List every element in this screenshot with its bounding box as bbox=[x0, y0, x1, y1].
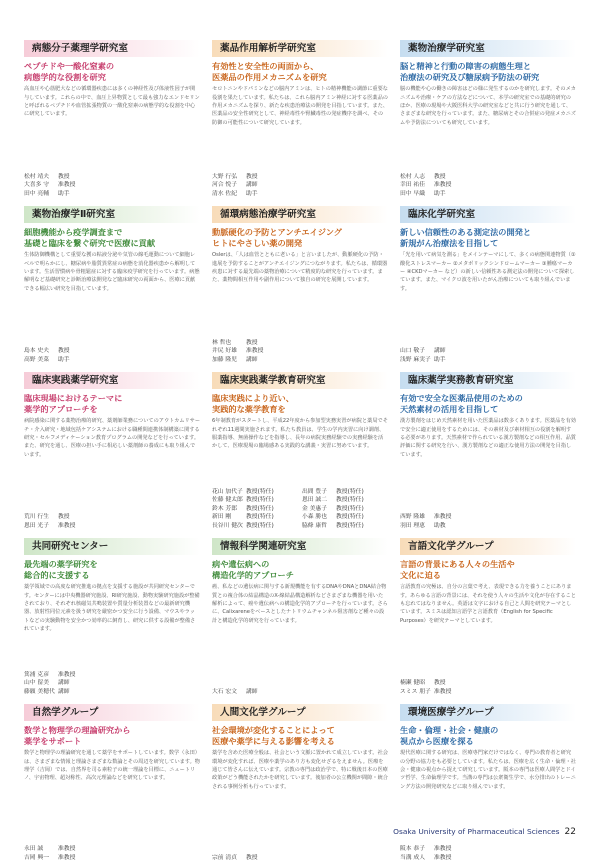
staff-role: 准教授 bbox=[434, 854, 452, 861]
lab-description: 癌、私などの遺伝病に関与する新規機能を有するDNAやDNAとDNA結合物質との複合体の結晶構造のX-線結晶構造解析などさまざまな機器を用いた解析によって、癌や遺伝病への構造化学的アプローチを行っています。さらに、Calixareneをベースとしたナトリウムチャンネル阻害剤など種々の設計と構造化学的研究を行っています。 bbox=[212, 584, 388, 624]
lab-title: 薬物治療学研究室 bbox=[400, 40, 576, 57]
lab-subtitle-line: 天然素材の活用を目指して bbox=[400, 403, 499, 414]
staff-role: 講師 bbox=[58, 680, 70, 687]
staff-role: 助教 bbox=[434, 522, 446, 529]
staff-list bbox=[212, 173, 258, 198]
staff-member bbox=[212, 339, 263, 347]
staff-role: 教授(特任) bbox=[246, 514, 274, 521]
lab-subtitle-line: 医療や薬学に与える影響を考える bbox=[212, 735, 335, 746]
lab-subtitle-line: 最先端の薬学研究を bbox=[24, 559, 98, 569]
staff-list bbox=[400, 679, 451, 696]
staff-member bbox=[302, 496, 388, 504]
lab-card bbox=[400, 206, 576, 366]
staff-role: 准教授 bbox=[434, 846, 452, 853]
lab-subtitle bbox=[24, 61, 200, 82]
staff-role: 教授 bbox=[58, 348, 70, 355]
lab-subtitle-line: 治療法の研究及び糖尿病予防法の研究 bbox=[400, 71, 540, 82]
lab-subtitle bbox=[24, 725, 200, 746]
staff-member bbox=[400, 854, 451, 862]
staff-name: 佐藤 健太郎 bbox=[212, 497, 243, 504]
staff-name: 浅野 麻実子 bbox=[400, 356, 431, 363]
staff-list bbox=[212, 339, 263, 364]
staff-role: 准教授 bbox=[246, 348, 264, 355]
staff-name: 花山 加代子 bbox=[212, 488, 243, 495]
lab-subtitle-line: 臨床現場におけるテーマに bbox=[24, 393, 123, 403]
page-footer bbox=[393, 827, 576, 837]
lab-title: 臨床実践薬学研究室 bbox=[24, 372, 200, 389]
staff-name: 清水 佐紀 bbox=[212, 190, 238, 197]
lab-description: セロトニンやドパミンなどの脳内アミンは、ヒトの精神機能の調節に重要な役割を果たしています。私たちは、これら脳内アミン神経に対する医薬品の作用メカニズムを探り、新たな疾患治療法の開発を目指しています。また、医薬品の安全性研究として、神経毒性や腎臓毒性の発症機序を調べ、その防御の可能性について研究しています。 bbox=[212, 86, 388, 126]
staff-role: 准教授 bbox=[58, 854, 76, 861]
staff-member bbox=[212, 173, 258, 181]
lab-title: 環境医療学グループ bbox=[400, 704, 576, 721]
staff-name: 永田 誠 bbox=[24, 846, 44, 853]
lab-title: 循環病態治療学研究室 bbox=[212, 206, 388, 223]
lab-subtitle-line: 病や遺伝病への bbox=[212, 559, 270, 569]
staff-name: 田中 早織 bbox=[400, 190, 426, 197]
lab-card bbox=[212, 372, 388, 532]
lab-card bbox=[24, 40, 200, 200]
lab-subtitle bbox=[24, 393, 200, 414]
lab-card bbox=[212, 206, 388, 366]
staff-member bbox=[302, 488, 388, 496]
staff-name: 出間 豊子 bbox=[302, 488, 328, 495]
lab-subtitle-line: ペプチドや一酸化窒素の bbox=[24, 61, 115, 71]
staff-member bbox=[24, 347, 70, 355]
staff-role: 教授(特任) bbox=[336, 497, 364, 504]
staff-role: 教授(特任) bbox=[336, 514, 364, 521]
lab-title: 情報科学関連研究室 bbox=[212, 538, 388, 555]
staff-name: 河合 悦子 bbox=[212, 182, 238, 189]
staff-name: 金 美惠子 bbox=[302, 505, 328, 512]
staff-role: 助手 bbox=[58, 190, 70, 197]
staff-member bbox=[24, 173, 75, 181]
staff-name: 井尻 好雄 bbox=[212, 348, 238, 355]
staff-member bbox=[400, 513, 451, 521]
staff-role: 教授 bbox=[434, 680, 446, 687]
staff-role: 准教授 bbox=[58, 846, 76, 853]
staff-list bbox=[212, 688, 258, 696]
staff-member bbox=[400, 356, 446, 364]
staff-member bbox=[212, 522, 298, 530]
staff-member bbox=[400, 181, 451, 189]
staff-name: 恩田 光子 bbox=[24, 522, 50, 529]
staff-name: 松村 靖夫 bbox=[24, 173, 50, 180]
lab-subtitle-line: 総合的に支援する bbox=[24, 569, 90, 580]
staff-member bbox=[212, 190, 258, 198]
staff-member bbox=[24, 190, 75, 198]
staff-member bbox=[24, 522, 75, 530]
staff-name: 田中 亮輔 bbox=[24, 190, 50, 197]
staff-role: 教授(特任) bbox=[246, 522, 274, 529]
staff-member bbox=[302, 505, 388, 513]
staff-role: 准教授 bbox=[58, 671, 76, 678]
staff-member bbox=[212, 854, 258, 862]
lab-card bbox=[24, 704, 200, 864]
staff-role: 准教授 bbox=[58, 522, 76, 529]
staff-name: スミス 朋子 bbox=[400, 688, 431, 695]
lab-subtitle-line: 数学と物理学の理論研究から bbox=[24, 725, 131, 735]
lab-title: 臨床実践薬学教育研究室 bbox=[212, 372, 388, 389]
staff-name: 荒川 行生 bbox=[24, 514, 50, 521]
staff-member bbox=[400, 347, 446, 355]
lab-subtitle-line: 有効性と安全性の両面から、 bbox=[212, 61, 319, 71]
staff-role: 准教授 bbox=[434, 182, 452, 189]
staff-role: 准教授 bbox=[434, 514, 452, 521]
staff-name: 藤願 美穂代 bbox=[24, 688, 55, 695]
staff-list bbox=[24, 347, 70, 364]
staff-member bbox=[302, 522, 388, 530]
lab-description: 現代医療に関する研究は、医療専門家だけではなく、専門の教育者と研究の分野の協力をも必要としています。私たちは、医療を広く生命・倫理・社会・健康の視点から捉えて研究しています。阪本の専門は医療人間学とドイツ哲学、生命倫理学です。当溝の専門は公衆衛生学で、水分排出のトレーニング方法の開発研究などに取り組んでいます。 bbox=[400, 750, 576, 790]
staff-role: 教授 bbox=[246, 854, 258, 861]
staff-name: 恩田 誠二 bbox=[302, 497, 328, 504]
staff-role: 教授(特任) bbox=[336, 488, 364, 495]
lab-card bbox=[24, 372, 200, 532]
staff-list bbox=[400, 513, 451, 530]
staff-role: 教授 bbox=[434, 173, 446, 180]
lab-subtitle bbox=[212, 227, 388, 248]
staff-name: 新田 剛 bbox=[212, 514, 232, 521]
staff-name: 阪本 恭子 bbox=[400, 846, 426, 853]
staff-member bbox=[212, 513, 298, 521]
staff-role: 准教授 bbox=[58, 182, 76, 189]
staff-name: 山口 敬子 bbox=[400, 348, 426, 355]
lab-title: 言語文化学グループ bbox=[400, 538, 576, 555]
staff-role: 講師 bbox=[246, 182, 258, 189]
staff-name: 羽田 理恵 bbox=[400, 522, 426, 529]
lab-card bbox=[400, 704, 576, 864]
lab-card bbox=[212, 538, 388, 698]
lab-description: 生体防御機構として重要な獲の粘液分泌や気管の線毛運動について細胞レベルで明らかにし、糖尿病や脂質異常症の病態を消化器疾患から解明しています。生活習慣病や骨粗鬆症に対する臨床疫学研究を行っています。病態解明など基礎研究と診断治療法開発など臨床研究の両面から、医療に貢献できる幅広い研究を目指しています。 bbox=[24, 252, 200, 292]
staff-member bbox=[302, 513, 388, 521]
lab-subtitle-line: 生命・倫理・社会・健康の bbox=[400, 725, 499, 735]
lab-subtitle bbox=[24, 227, 200, 248]
staff-role: 教授 bbox=[246, 339, 258, 346]
lab-subtitle bbox=[400, 227, 576, 248]
staff-role: 教授 bbox=[246, 173, 258, 180]
staff-name: 大喜多 守 bbox=[24, 182, 50, 189]
staff-list bbox=[400, 347, 446, 364]
lab-subtitle-line: 薬学的アプローチを bbox=[24, 403, 98, 414]
lab-subtitle-line: ヒトにやさしい薬の開発 bbox=[212, 237, 303, 248]
staff-member bbox=[400, 522, 451, 530]
staff-role: 准教授 bbox=[434, 688, 452, 695]
lab-card bbox=[24, 206, 200, 366]
staff-role: 助手 bbox=[434, 356, 446, 363]
lab-card bbox=[400, 538, 576, 698]
staff-role: 講師 bbox=[246, 356, 258, 363]
lab-card bbox=[212, 704, 388, 864]
staff-role: 助手 bbox=[58, 356, 70, 363]
staff-list bbox=[24, 513, 75, 530]
lab-description: 病院感染に関する薬物治療的研究、薬剤師業務についてのアウトカムリサーチ・介入研究・地域包括ケアシステムにおける職種間連携体制構築に関する研究・セルフメディケーション教育プログラムの開発などを行っています。また、研究を通し、医療の担い手に相応しい薬剤師の養成にも取り組んでいます。 bbox=[24, 418, 200, 458]
staff-name: 小森 勝也 bbox=[302, 514, 328, 521]
staff-name: 加藤 隆児 bbox=[212, 356, 238, 363]
page-number: 22 bbox=[564, 827, 576, 837]
staff-member bbox=[212, 356, 263, 364]
staff-member bbox=[24, 688, 75, 696]
lab-subtitle bbox=[400, 725, 576, 746]
lab-subtitle bbox=[212, 393, 388, 414]
lab-title: 薬品作用解析学研究室 bbox=[212, 40, 388, 57]
staff-member bbox=[24, 679, 75, 687]
lab-title: 自然学グループ bbox=[24, 704, 200, 721]
lab-subtitle-line: 臨床実践により近い、 bbox=[212, 393, 294, 403]
lab-description: 数学と物理学の理論研究を通して薬学をサポートしています。数学（永田）は、さまざまな情報と理論さまざまな数論とその周辺を研究しています。物理学（吉岡）では、自然界を司る素粒子の統一理論を目標に、ニュートリノ、宇宙物理、超対称性、高次元理論などを研究しています。 bbox=[24, 750, 200, 782]
staff-name: 高野 美菜 bbox=[24, 356, 50, 363]
lab-title: 薬物治療学Ⅱ研究室 bbox=[24, 206, 200, 223]
university-name: Osaka University of Pharmaceutical Sciences bbox=[393, 827, 560, 836]
lab-subtitle-line: 言語の背景にある人々の生活や bbox=[400, 559, 515, 569]
staff-name: 林 哲也 bbox=[212, 339, 232, 346]
lab-subtitle-line: 脳と精神と行動の障害の病態生理と bbox=[400, 61, 532, 71]
staff-member bbox=[212, 347, 263, 355]
lab-subtitle-line: 薬学をサポート bbox=[24, 735, 82, 746]
staff-role: 教授 bbox=[58, 514, 70, 521]
lab-title: 共同研究センター bbox=[24, 538, 200, 555]
staff-member bbox=[212, 496, 298, 504]
lab-subtitle bbox=[212, 559, 388, 580]
lab-subtitle-line: 病態学的な役割を研究 bbox=[24, 71, 106, 82]
lab-subtitle-line: 新しい信頼性のある測定法の開発と bbox=[400, 227, 532, 237]
staff-name: 吉岡 興一 bbox=[24, 854, 50, 861]
lab-description: Oslerは、「人は血管とともに老いる」と言いましたが、動脈硬化の予防・進展を予防することがアンチエイジングにつながります。私たちは、循環器疾患に対する最先端の薬物治療について精度的な研究を行っています。また、薬物間相互作用や副作用について独自の研究を展開しています。 bbox=[212, 252, 388, 284]
lab-card bbox=[212, 40, 388, 200]
staff-member bbox=[24, 356, 70, 364]
lab-subtitle-line: 医薬品の作用メカニズムを研究 bbox=[212, 71, 327, 82]
staff-list bbox=[212, 854, 258, 862]
staff-member bbox=[400, 679, 451, 687]
lab-subtitle bbox=[212, 61, 388, 82]
lab-subtitle bbox=[212, 725, 388, 746]
staff-name: 山中 留美 bbox=[24, 680, 50, 687]
staff-name: 大野 行弘 bbox=[212, 173, 238, 180]
staff-role: 教授(特任) bbox=[246, 505, 274, 512]
lab-card bbox=[400, 372, 576, 532]
staff-role: 講師 bbox=[246, 688, 258, 695]
staff-member bbox=[212, 688, 258, 696]
lab-description: 脳の機能や心の働きの障害はどの様に発生するのかを研究します。そのメカニズムや治療・ケアの方法などについて、本学の研究室での基礎的研究のほか、医療の現場や大阪医科大学の研究室などと共に行う研究を通して、さまざまな研究を行っています。また、糖尿病とその合併症の発症メカニズムや予防法についても研究しています。 bbox=[400, 86, 576, 126]
staff-member bbox=[400, 845, 451, 853]
staff-role: 助手 bbox=[246, 190, 258, 197]
staff-role: 教授(特任) bbox=[336, 505, 364, 512]
staff-member bbox=[212, 181, 258, 189]
staff-name: 宗前 清貞 bbox=[212, 854, 238, 861]
lab-description: 「光を用いて病気を測る」をメインテーマにして、多くの病態関連物質（①酸化ストレスマーカー ②メタボリックシンドロームマーカー ③腫瘍マーカー ④CKDマーカー など）の新しい信頼性ある測定法の開発について探索しています。また、マイクロ波を用いたがん治療についても取り組んでいます。 bbox=[400, 252, 576, 292]
lab-subtitle bbox=[400, 61, 576, 82]
lab-title: 人間文化学グループ bbox=[212, 704, 388, 721]
staff-role: 教授 bbox=[58, 173, 70, 180]
staff-list bbox=[24, 173, 75, 198]
staff-name: 幸田 祐佳 bbox=[400, 182, 426, 189]
staff-member bbox=[24, 845, 75, 853]
lab-title: 臨床化学研究室 bbox=[400, 206, 576, 223]
lab-subtitle-line: 新規がん治療法を目指して bbox=[400, 237, 499, 248]
lab-description: 6年制教育がスタートし、平成22年度から参加型実務実習が病院と薬局でそれぞれ11週間実施されます。私たち教員は、学生の学内実習に向け調剤、服薬指導、無菌操作などを指導し、長年の病院実務経験での実務経験を活かして、医療現場の臨場感ある実践的な講義・実習に努めています。 bbox=[212, 418, 388, 450]
lab-subtitle-line: 文化に迫る bbox=[400, 569, 441, 580]
lab-grid bbox=[24, 40, 576, 864]
lab-title: 病態分子薬理学研究室 bbox=[24, 40, 200, 57]
lab-subtitle-line: 有効で安全な医薬品使用のための bbox=[400, 393, 523, 403]
staff-member bbox=[24, 854, 75, 862]
staff-name: 松村 人志 bbox=[400, 173, 426, 180]
staff-name: 箕浦 克彦 bbox=[24, 671, 50, 678]
staff-list bbox=[212, 488, 388, 530]
lab-description: 言語教育の究極は、自分の言葉で考え、表現できる力を養うことにあります。あらゆる言語の背景には、それを使う人々の生活や文化が存在することも忘れてはなりません。英語は文字における自己と人間を研究テーマとしています。スミスは認知言語学と言語教育（English for Specific Purposes）を研究テーマとしています。 bbox=[400, 584, 576, 624]
lab-description: 漢方製剤をはじめ天然素材を用いた医薬品は数多くあります。医薬品を有効で安全に適正使用をするためには、その素材及び素材相互の役割を解明する必要があります。天然素材で作られている漢方製剤などの相互作用、品質評価に関する研究を行い、漢方製剤などの適正な使用方法の開発を目指しています。 bbox=[400, 418, 576, 458]
staff-name: 西野 隆雄 bbox=[400, 514, 426, 521]
lab-subtitle bbox=[400, 559, 576, 580]
staff-role: 教授(特任) bbox=[246, 488, 274, 495]
lab-subtitle-line: 視点から医療を探る bbox=[400, 735, 474, 746]
lab-subtitle-line: 社会環境が変化することによって bbox=[212, 725, 335, 735]
lab-card bbox=[400, 40, 576, 200]
staff-list bbox=[24, 671, 75, 696]
staff-name: 脇條 康哲 bbox=[302, 522, 328, 529]
staff-name: 当溝 成人 bbox=[400, 854, 426, 861]
staff-role: 講師 bbox=[434, 348, 446, 355]
staff-list bbox=[400, 173, 451, 198]
staff-name: 楠瀬 健昭 bbox=[400, 680, 426, 687]
staff-name: 鈴木 芳郎 bbox=[212, 505, 238, 512]
lab-description: 薬学を含めた医療全般は、社会という文脈に置かれて成立しています。社会環境が変化すれば、医療や薬学のあり方も変化せざるをえません。医療を通じて皆さんに伝えています。宗教の専門は政治学で、特に戦後日本の医療政策がどう機能されたかを研究しています。後加者の公立機関が間隙・統合される事例分析も行っています。 bbox=[212, 750, 388, 790]
staff-member bbox=[24, 671, 75, 679]
staff-name: 長谷川 健次 bbox=[212, 522, 243, 529]
staff-member bbox=[400, 173, 451, 181]
staff-member bbox=[212, 505, 298, 513]
lab-subtitle-line: 動脈硬化の予防とアンチエイジング bbox=[212, 227, 342, 237]
staff-member bbox=[400, 688, 451, 696]
staff-role: 助手 bbox=[434, 190, 446, 197]
staff-role: 教授(特任) bbox=[336, 522, 364, 529]
staff-role: 講師 bbox=[58, 688, 70, 695]
staff-member bbox=[24, 181, 75, 189]
staff-member bbox=[24, 513, 75, 521]
lab-subtitle-line: 構造化学的アプローチ bbox=[212, 569, 294, 580]
lab-subtitle-line: 細胞機能から疫学調査まで bbox=[24, 227, 123, 237]
lab-subtitle bbox=[400, 393, 576, 414]
lab-description: 薬学領域での高度な研究推進の拠点を支援する施設が共同研究センターです。センターには中央機器研究施設、RI研究施設、動物実験研究施設が整備されており、それぞれ核磁気共鳴装置や質量分析装置などの最新研究機器、放射性同位元素を扱う研究を厳密かつ安全に行う設備、マウスやラットなどの実験動物を安全かつ効率的に飼育し、研究に供する設備が整備されています。 bbox=[24, 584, 200, 633]
lab-subtitle-line: 基礎と臨床を繋ぐ研究で医療に貢献 bbox=[24, 237, 156, 248]
staff-name: 島本 史夫 bbox=[24, 348, 50, 355]
lab-title: 臨床薬学実務教育研究室 bbox=[400, 372, 576, 389]
lab-subtitle-line: 実践的な薬学教育を bbox=[212, 403, 286, 414]
staff-member bbox=[400, 190, 451, 198]
staff-member bbox=[212, 488, 298, 496]
staff-name: 大石 宏文 bbox=[212, 688, 238, 695]
lab-subtitle bbox=[24, 559, 200, 580]
lab-description: 高血圧や心筋肥大などの循環器疾患には多くの神経性及び体液性因子が関与しています。これらの中で、血圧上昇物質として最も強力なエンドセリンと呼ばれるペプチドや血管拡張物質の一酸化窒素の病態学的な役割を中心に研究しています。 bbox=[24, 86, 200, 118]
staff-role: 教授(特任) bbox=[246, 497, 274, 504]
lab-card bbox=[24, 538, 200, 698]
